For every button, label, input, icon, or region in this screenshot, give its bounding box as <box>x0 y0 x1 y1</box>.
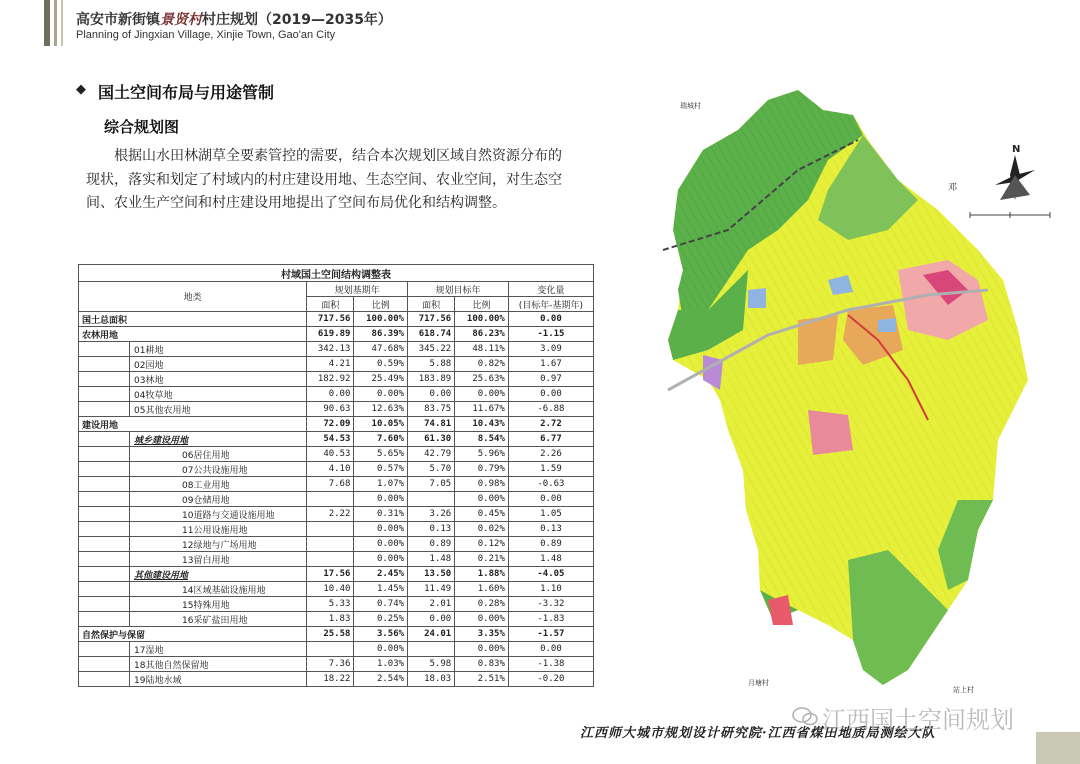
cell-r2: 0.82% <box>455 357 509 372</box>
row-indent <box>79 492 130 507</box>
row-category: 11公用设施用地 <box>130 522 307 537</box>
cell-a1: 4.21 <box>307 357 354 372</box>
cell-d: -4.05 <box>508 567 593 582</box>
cell-r1: 0.00% <box>354 492 408 507</box>
cell-r2: 0.02% <box>455 522 509 537</box>
row-category: 城乡建设用地 <box>130 432 307 447</box>
cell-r2: 1.60% <box>455 582 509 597</box>
village-name: 景贤村 <box>160 12 202 28</box>
cell-r2: 1.88% <box>455 567 509 582</box>
cell-a2: 83.75 <box>408 402 455 417</box>
row-indent <box>79 372 130 387</box>
cell-a1: 5.33 <box>307 597 354 612</box>
row-category: 12绿地与广场用地 <box>130 537 307 552</box>
header-accent-bar <box>44 0 50 46</box>
north-letter: N <box>1012 144 1021 155</box>
cell-a1: 2.22 <box>307 507 354 522</box>
cell-d: 2.72 <box>508 417 593 432</box>
table-row <box>79 492 594 507</box>
cell-r2: 48.11% <box>455 342 509 357</box>
cell-r2: 86.23% <box>455 327 509 342</box>
table-row <box>79 447 594 462</box>
wechat-icon <box>792 706 818 726</box>
row-indent <box>79 657 130 672</box>
cell-d: 0.00 <box>508 312 593 327</box>
land-structure-table <box>78 264 594 687</box>
row-indent <box>79 387 130 402</box>
cell-r2: 0.98% <box>455 477 509 492</box>
header-change-note: (目标年-基期年) <box>508 297 593 312</box>
cell-a1 <box>307 642 354 657</box>
cell-a1: 18.22 <box>307 672 354 687</box>
row-category: 15特殊用地 <box>130 597 307 612</box>
cell-r2: 0.21% <box>455 552 509 567</box>
table-row <box>79 657 594 672</box>
cell-r1: 0.00% <box>354 537 408 552</box>
cell-r1: 1.03% <box>354 657 408 672</box>
cell-r2: 0.00% <box>455 492 509 507</box>
table-row <box>79 387 594 402</box>
row-indent <box>79 642 130 657</box>
cell-a2: 0.00 <box>408 387 455 402</box>
watermark-text: 江西国土空间规划 <box>822 706 1014 734</box>
table-caption: 村域国土空间结构调整表 <box>79 265 594 282</box>
table-row <box>79 402 594 417</box>
cell-d: 1.10 <box>508 582 593 597</box>
corner-accent <box>1036 732 1080 764</box>
row-category: 国土总面积 <box>79 312 307 327</box>
cell-a2: 18.03 <box>408 672 455 687</box>
row-category: 19陆地水域 <box>130 672 307 687</box>
cell-a1: 619.89 <box>307 327 354 342</box>
row-indent <box>79 342 130 357</box>
cell-a2 <box>408 492 455 507</box>
row-category: 07公共设施用地 <box>130 462 307 477</box>
cell-d: -0.63 <box>508 477 593 492</box>
cell-d: 0.00 <box>508 492 593 507</box>
row-indent <box>79 402 130 417</box>
cell-a1: 182.92 <box>307 372 354 387</box>
cell-r2: 25.63% <box>455 372 509 387</box>
cell-a2: 0.89 <box>408 537 455 552</box>
row-category: 08工业用地 <box>130 477 307 492</box>
cell-a2: 74.81 <box>408 417 455 432</box>
cell-d: 6.77 <box>508 432 593 447</box>
row-indent <box>79 567 130 582</box>
cell-a1 <box>307 552 354 567</box>
cell-r2: 8.54% <box>455 432 509 447</box>
header-base-year: 规划基期年 <box>307 282 408 297</box>
row-indent <box>79 672 130 687</box>
cell-r1: 5.65% <box>354 447 408 462</box>
label-north-village: 瑞城村 <box>680 102 701 110</box>
cell-r1: 0.25% <box>354 612 408 627</box>
cell-d: 3.09 <box>508 342 593 357</box>
cell-a1 <box>307 492 354 507</box>
cell-a1: 7.68 <box>307 477 354 492</box>
header-target-year: 规划目标年 <box>408 282 509 297</box>
cell-r2: 3.35% <box>455 627 509 642</box>
document-title <box>76 9 392 29</box>
row-category: 09仓储用地 <box>130 492 307 507</box>
table-body <box>79 312 594 687</box>
table-row <box>79 522 594 537</box>
cell-a2: 24.01 <box>408 627 455 642</box>
cell-r1: 0.59% <box>354 357 408 372</box>
table-row <box>79 372 594 387</box>
cell-a1: 90.63 <box>307 402 354 417</box>
cell-r1: 0.00% <box>354 552 408 567</box>
cell-r1: 0.74% <box>354 597 408 612</box>
diamond-bullet-icon: ◆ <box>76 82 86 97</box>
row-category: 10道路与交通设施用地 <box>130 507 307 522</box>
cell-a2: 5.88 <box>408 357 455 372</box>
cell-a2: 717.56 <box>408 312 455 327</box>
table-row <box>79 462 594 477</box>
cell-a2: 13.50 <box>408 567 455 582</box>
table-row <box>79 477 594 492</box>
cell-d: 1.05 <box>508 507 593 522</box>
cell-d: -0.20 <box>508 672 593 687</box>
header-accent-bar-2 <box>54 0 57 46</box>
row-indent <box>79 612 130 627</box>
section-paragraph: 根据山水田林湖草全要素管控的需要，结合本次规划区域自然资源分布的现状，落实和划定了村域内的村庄建设用地、生态空间、农业空间，对生态空间、农业生产空间和村庄建设用地提出了空间布局优化和结构调整。 <box>86 148 562 211</box>
footer-institutions: 江西师大城市规划设计研究院·江西省煤田地质局测绘大队 <box>580 726 936 741</box>
cell-a1: 72.09 <box>307 417 354 432</box>
cell-a2: 7.05 <box>408 477 455 492</box>
cell-r2: 0.12% <box>455 537 509 552</box>
table-row <box>79 567 594 582</box>
table-row <box>79 627 594 642</box>
header-ratio-base: 比例 <box>354 297 408 312</box>
header-category: 地类 <box>79 282 307 312</box>
label-se-village: 站上村 <box>953 686 974 694</box>
row-indent <box>79 597 130 612</box>
row-category: 05其他农用地 <box>130 402 307 417</box>
cell-d: 0.97 <box>508 372 593 387</box>
row-category: 06居住用地 <box>130 447 307 462</box>
north-arrow-icon <box>960 130 1060 220</box>
cell-a1: 4.10 <box>307 462 354 477</box>
cell-a2: 42.79 <box>408 447 455 462</box>
table-row <box>79 612 594 627</box>
cell-r1: 7.60% <box>354 432 408 447</box>
row-category: 01耕地 <box>130 342 307 357</box>
cell-d: -3.32 <box>508 597 593 612</box>
cell-a1: 0.00 <box>307 387 354 402</box>
cell-r1: 1.07% <box>354 477 408 492</box>
title-suffix: 村庄规划（2019—2035年） <box>202 12 392 28</box>
row-indent <box>79 447 130 462</box>
cell-r2: 0.45% <box>455 507 509 522</box>
cell-d: 0.13 <box>508 522 593 537</box>
table-row <box>79 582 594 597</box>
row-category: 自然保护与保留 <box>79 627 307 642</box>
cell-r2: 2.51% <box>455 672 509 687</box>
cell-a2: 2.01 <box>408 597 455 612</box>
table-row <box>79 357 594 372</box>
table-row <box>79 537 594 552</box>
water-1 <box>748 288 766 308</box>
row-category: 建设用地 <box>79 417 307 432</box>
table-row <box>79 312 594 327</box>
row-indent <box>79 522 130 537</box>
cell-r1: 86.39% <box>354 327 408 342</box>
section-subtitle: 综合规划图 <box>104 118 180 136</box>
cell-a2: 5.70 <box>408 462 455 477</box>
row-indent <box>79 537 130 552</box>
cell-r1: 12.63% <box>354 402 408 417</box>
cell-d: 0.89 <box>508 537 593 552</box>
cell-r1: 0.31% <box>354 507 408 522</box>
row-indent <box>79 432 130 447</box>
table-row <box>79 597 594 612</box>
cell-a2: 11.49 <box>408 582 455 597</box>
table-row <box>79 507 594 522</box>
cell-r2: 11.67% <box>455 402 509 417</box>
row-category: 13留白用地 <box>130 552 307 567</box>
table-row <box>79 342 594 357</box>
label-east: 邓 <box>948 183 958 193</box>
cell-r1: 0.57% <box>354 462 408 477</box>
cell-r2: 5.96% <box>455 447 509 462</box>
cell-d: 2.26 <box>508 447 593 462</box>
cell-a1: 7.36 <box>307 657 354 672</box>
cell-r2: 0.00% <box>455 612 509 627</box>
cell-r1: 0.00% <box>354 522 408 537</box>
cell-d: 1.59 <box>508 462 593 477</box>
table-row <box>79 672 594 687</box>
row-category: 17湿地 <box>130 642 307 657</box>
row-category: 02园地 <box>130 357 307 372</box>
header-accent-bar-3 <box>61 0 63 46</box>
header-area-base: 面积 <box>307 297 354 312</box>
header-change: 变化量 <box>508 282 593 297</box>
cell-a2 <box>408 642 455 657</box>
row-indent <box>79 582 130 597</box>
cell-r1: 10.05% <box>354 417 408 432</box>
cell-a1: 17.56 <box>307 567 354 582</box>
cell-r2: 0.00% <box>455 387 509 402</box>
cell-a2: 3.26 <box>408 507 455 522</box>
cell-d: -1.38 <box>508 657 593 672</box>
row-indent <box>79 552 130 567</box>
cell-d: 0.00 <box>508 642 593 657</box>
row-indent <box>79 507 130 522</box>
cell-d: 1.48 <box>508 552 593 567</box>
cell-r2: 10.43% <box>455 417 509 432</box>
cell-r1: 0.00% <box>354 642 408 657</box>
cell-d: -1.57 <box>508 627 593 642</box>
cell-r1: 2.45% <box>354 567 408 582</box>
cell-a2: 0.13 <box>408 522 455 537</box>
row-category: 其他建设用地 <box>130 567 307 582</box>
cell-r1: 1.45% <box>354 582 408 597</box>
row-category: 16采矿盐田用地 <box>130 612 307 627</box>
row-category: 农林用地 <box>79 327 307 342</box>
cell-r2: 0.79% <box>455 462 509 477</box>
cell-r2: 0.83% <box>455 657 509 672</box>
cell-a1 <box>307 522 354 537</box>
cell-r1: 47.68% <box>354 342 408 357</box>
cell-r2: 100.00% <box>455 312 509 327</box>
cell-d: -1.15 <box>508 327 593 342</box>
cell-a2: 61.30 <box>408 432 455 447</box>
water-3 <box>878 318 896 332</box>
table-row <box>79 642 594 657</box>
residential-cluster-4 <box>808 410 853 455</box>
cell-r2: 0.28% <box>455 597 509 612</box>
cell-a1: 717.56 <box>307 312 354 327</box>
cell-a2: 183.89 <box>408 372 455 387</box>
label-sw-village: 月塘村 <box>748 679 769 687</box>
row-category: 03林地 <box>130 372 307 387</box>
header-ratio-target: 比例 <box>455 297 509 312</box>
cell-a2: 1.48 <box>408 552 455 567</box>
row-category: 18其他自然保留地 <box>130 657 307 672</box>
cell-a2: 345.22 <box>408 342 455 357</box>
table-row <box>79 417 594 432</box>
cell-d: 0.00 <box>508 387 593 402</box>
table-row <box>79 327 594 342</box>
table-row <box>79 552 594 567</box>
section-title: 国土空间布局与用途管制 <box>98 83 275 102</box>
cell-d: -1.83 <box>508 612 593 627</box>
row-indent <box>79 477 130 492</box>
row-category: 14区域基础设施用地 <box>130 582 307 597</box>
document-subtitle: Planning of Jingxian Village, Xinjie Town, Gao'an City <box>76 29 336 41</box>
cell-r1: 25.49% <box>354 372 408 387</box>
cell-r1: 100.00% <box>354 312 408 327</box>
title-prefix: 高安市新街镇 <box>76 12 160 28</box>
row-category: 04牧草地 <box>130 387 307 402</box>
cell-a1: 25.58 <box>307 627 354 642</box>
cell-a1: 40.53 <box>307 447 354 462</box>
cell-d: 1.67 <box>508 357 593 372</box>
cell-a1: 1.83 <box>307 612 354 627</box>
cell-a1 <box>307 537 354 552</box>
cell-r2: 0.00% <box>455 642 509 657</box>
cell-a1: 10.40 <box>307 582 354 597</box>
row-indent <box>79 462 130 477</box>
cell-a2: 0.00 <box>408 612 455 627</box>
cell-a1: 342.13 <box>307 342 354 357</box>
row-indent <box>79 357 130 372</box>
cell-d: -6.88 <box>508 402 593 417</box>
cell-a1: 54.53 <box>307 432 354 447</box>
header-area-target: 面积 <box>408 297 455 312</box>
cell-r1: 3.56% <box>354 627 408 642</box>
cell-a2: 618.74 <box>408 327 455 342</box>
cell-r1: 0.00% <box>354 387 408 402</box>
cell-a2: 5.98 <box>408 657 455 672</box>
table-row <box>79 432 594 447</box>
cell-r1: 2.54% <box>354 672 408 687</box>
